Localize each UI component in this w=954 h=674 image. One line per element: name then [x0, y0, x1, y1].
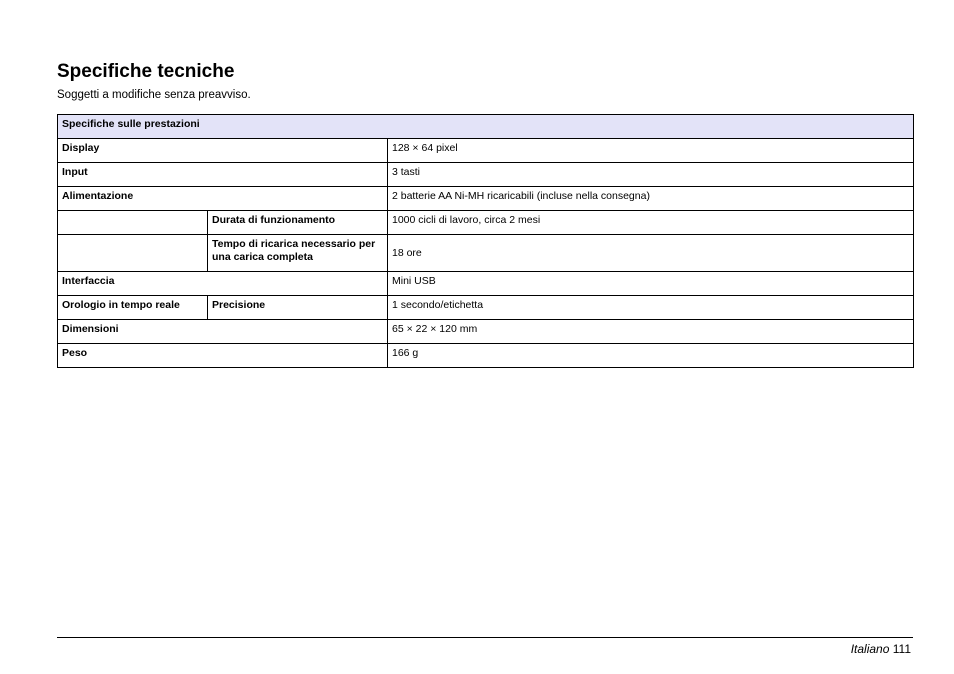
- footer-divider: [57, 637, 913, 638]
- page-footer: [851, 642, 911, 656]
- row-value: 18 ore: [388, 235, 914, 272]
- row-sublabel: Tempo di ricarica necessario per una carica completa: [208, 235, 388, 272]
- row-value: 1000 cicli di lavoro, circa 2 mesi: [388, 211, 914, 235]
- footer-language: Italiano: [850, 642, 890, 656]
- table-row: [58, 187, 914, 211]
- table-header-row: [58, 115, 914, 139]
- row-label: [58, 235, 208, 272]
- table-header: Specifiche sulle prestazioni: [58, 115, 914, 139]
- row-value: 1 secondo/etichetta: [388, 296, 914, 320]
- row-label: Alimentazione: [58, 187, 388, 211]
- table-row: [58, 320, 914, 344]
- row-label: Display: [58, 139, 388, 163]
- table-row: [58, 235, 914, 272]
- row-value: 65 × 22 × 120 mm: [388, 320, 914, 344]
- row-label: Peso: [58, 344, 388, 368]
- page-number: 111: [892, 642, 911, 656]
- row-label: [58, 211, 208, 235]
- page-subtitle: Soggetti a modifiche senza preavviso.: [57, 89, 251, 101]
- row-label: Interfaccia: [58, 272, 388, 296]
- row-label: Orologio in tempo reale: [58, 296, 208, 320]
- row-value: Mini USB: [388, 272, 914, 296]
- row-value: 166 g: [388, 344, 914, 368]
- row-sublabel: Durata di funzionamento: [208, 211, 388, 235]
- table-row: [58, 272, 914, 296]
- row-label: Input: [58, 163, 388, 187]
- table-row: [58, 139, 914, 163]
- row-value: 2 batterie AA Ni-MH ricaricabili (incluse nella consegna): [388, 187, 914, 211]
- row-label: Dimensioni: [58, 320, 388, 344]
- row-value: 128 × 64 pixel: [388, 139, 914, 163]
- table-row: [58, 163, 914, 187]
- spec-table: [57, 114, 914, 368]
- table-row: [58, 296, 914, 320]
- row-value: 3 tasti: [388, 163, 914, 187]
- table-row: [58, 211, 914, 235]
- page-title: Specifiche tecniche: [57, 61, 235, 82]
- row-sublabel: Precisione: [208, 296, 388, 320]
- table-row: [58, 344, 914, 368]
